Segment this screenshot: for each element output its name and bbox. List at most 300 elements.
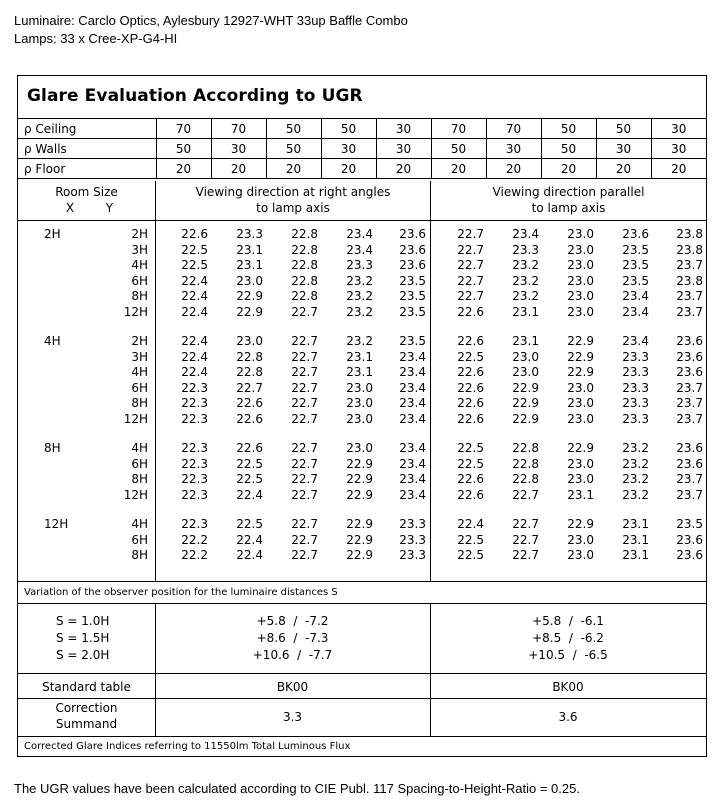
reflectance-value: 50 [541,119,596,139]
ugr-value: 22.4 [236,487,263,502]
ugr-value: 22.3 [181,487,208,502]
ugr-value: 22.9 [346,487,373,502]
divider-header-bottom [18,220,706,221]
reflectance-value: 70 [156,119,211,139]
ugr-value: 23.0 [512,349,539,364]
ugr-value: 23.4 [399,456,426,471]
spacing-right-angles: +10.6 / -7.7 [252,648,333,662]
ugr-value: 23.5 [399,273,426,288]
standard-table-label: Standard table [42,680,131,694]
reflectance-row [18,139,706,159]
ugr-value: 22.9 [236,304,263,319]
ugr-value: 23.3 [512,242,539,257]
ugr-value: 23.4 [399,487,426,502]
ugr-value: 23.6 [399,258,426,272]
room-group [18,227,706,320]
ugr-value: 22.6 [457,380,484,395]
ugr-value: 22.5 [457,548,484,562]
ugr-value: 23.2 [512,289,539,303]
ugr-value: 23.0 [346,441,373,455]
ugr-value: 23.6 [676,365,703,379]
ugr-value: 22.8 [291,273,318,288]
ugr-value: 22.8 [291,227,318,241]
ugr-value: 22.3 [181,411,208,426]
ugr-value: 22.4 [181,334,208,348]
ugr-value: 22.8 [236,365,263,379]
spacing-label: S = 1.5H [56,631,110,645]
ugr-value: 23.8 [676,227,703,241]
ugr-value: 23.3 [399,548,426,562]
table-row [18,334,706,350]
ugr-value: 23.2 [622,472,649,486]
ugr-value: 22.5 [236,456,263,471]
ugr-value: 23.3 [346,258,373,272]
ugr-value: 22.7 [512,548,539,562]
ugr-value: 23.3 [622,411,649,426]
standard-table-parallel: BK00 [552,680,584,694]
ugr-value: 23.0 [346,411,373,426]
table-row [18,533,706,549]
spacing-right-angles: +8.6 / -7.3 [256,631,329,645]
table-row [18,548,706,564]
ugr-value: 22.3 [181,441,208,455]
ugr-value: 23.4 [399,411,426,426]
spacing-right-angles: +5.8 / -7.2 [256,614,329,628]
ugr-value: 22.4 [181,365,208,379]
table-row [18,441,706,457]
ugr-value: 22.6 [457,304,484,319]
ugr-value: 23.7 [676,411,703,426]
ugr-value: 22.9 [236,289,263,303]
ugr-value: 22.5 [181,242,208,257]
ugr-value: 22.9 [346,456,373,471]
room-y-label: 2H [131,334,148,348]
spacing-parallel: +5.8 / -6.1 [532,614,604,628]
ugr-value: 23.0 [512,365,539,379]
ugr-value: 22.6 [236,396,263,410]
ugr-value: 23.7 [676,472,703,486]
table-row [18,258,706,274]
room-y-label: 6H [131,456,148,471]
ugr-value: 23.1 [346,365,373,379]
lamps-line: Lamps: 33 x Cree-XP-G4-HI [14,31,178,46]
spacing-label: S = 2.0H [56,648,110,662]
ugr-value: 22.7 [457,258,484,272]
ugr-value: 22.7 [291,334,318,348]
reflectance-value: 20 [486,159,541,179]
room-y-label: 12H [123,304,148,319]
ugr-value: 23.7 [676,396,703,410]
ugr-value: 22.6 [457,472,484,486]
spacing-parallel: +8.5 / -6.2 [532,631,604,645]
ugr-value: 23.1 [622,532,649,547]
ugr-value: 23.2 [346,334,373,348]
room-y-label: 8H [131,289,148,303]
ugr-value: 23.0 [567,304,594,319]
ugr-value: 23.0 [567,242,594,257]
room-size-x: X [65,201,75,215]
ugr-value: 23.4 [622,304,649,319]
ugr-value: 22.4 [181,273,208,288]
table-row [18,305,706,321]
ugr-value: 22.6 [457,487,484,502]
ugr-value: 23.1 [236,242,263,257]
divider-variation-top [18,581,706,582]
ugr-value: 23.4 [399,472,426,486]
ugr-value: 22.4 [181,304,208,319]
ugr-value: 23.4 [622,289,649,303]
ugr-value: 23.0 [567,548,594,562]
room-x-label: 8H [44,441,61,455]
ugr-value: 22.9 [346,517,373,531]
room-x-label: 2H [44,227,61,241]
ugr-value: 23.4 [622,334,649,348]
view-right-angles-line2: to lamp axis [256,201,330,215]
ugr-value: 23.2 [512,258,539,272]
table-row [18,243,706,259]
ugr-value: 22.7 [457,227,484,241]
ugr-value: 22.8 [512,456,539,471]
room-y-label: 3H [131,349,148,364]
ugr-value: 23.0 [236,273,263,288]
ugr-value: 23.7 [676,304,703,319]
view-right-angles-line1: Viewing direction at right angles [195,185,391,199]
room-y-label: 4H [131,517,148,531]
footer-note: The UGR values have been calculated according to CIE Publ. 117 Spacing-to-Height-Ratio = 0.25. [14,781,580,796]
reflectance-value: 20 [596,159,651,179]
reflectance-value: 30 [321,139,376,159]
ugr-value: 22.5 [457,349,484,364]
ugr-value: 23.2 [346,273,373,288]
ugr-value: 22.8 [512,472,539,486]
ugr-value: 23.0 [567,273,594,288]
ugr-value: 22.5 [181,258,208,272]
ugr-value: 22.7 [291,380,318,395]
room-group [18,517,706,564]
room-y-label: 6H [131,532,148,547]
reflectance-value: 30 [376,139,431,159]
ugr-value: 23.4 [399,365,426,379]
ugr-value: 23.0 [236,334,263,348]
ugr-value: 22.7 [236,380,263,395]
room-y-label: 6H [131,380,148,395]
ugr-value: 22.9 [567,365,594,379]
ugr-value: 23.0 [567,456,594,471]
reflectance-value: 20 [651,159,706,179]
ugr-value: 23.6 [676,548,703,562]
correction-right-angles: 3.3 [282,710,303,724]
ugr-value: 22.9 [567,517,594,531]
ugr-value: 23.6 [622,227,649,241]
reflectance-row [18,159,706,179]
ugr-value: 23.0 [567,532,594,547]
ugr-value: 23.0 [567,227,594,241]
ugr-value: 23.5 [622,258,649,272]
ugr-value: 22.4 [181,349,208,364]
ugr-value: 22.7 [291,487,318,502]
room-y-label: 2H [131,227,148,241]
room-y-label: 4H [131,441,148,455]
table-title: Glare Evaluation According to UGR [27,86,363,106]
ugr-value: 23.8 [676,273,703,288]
reflectance-value: 50 [266,139,321,159]
ugr-value: 22.6 [457,334,484,348]
table-row [18,472,706,488]
table-row [18,289,706,305]
ugr-value: 23.1 [567,487,594,502]
ugr-value: 23.4 [399,349,426,364]
ugr-value: 23.2 [346,289,373,303]
ugr-value: 22.4 [236,532,263,547]
ugr-value: 22.8 [291,289,318,303]
ugr-value: 23.2 [622,441,649,455]
reflectance-value: 50 [266,119,321,139]
ugr-value: 23.2 [346,304,373,319]
ugr-value: 23.0 [567,472,594,486]
ugr-value: 22.7 [291,396,318,410]
ugr-value: 22.8 [291,258,318,272]
ugr-value: 23.0 [567,396,594,410]
room-y-label: 4H [131,258,148,272]
ugr-value: 23.6 [676,532,703,547]
ugr-value: 22.7 [291,532,318,547]
reflectance-value: 20 [376,159,431,179]
reflectance-row [18,119,706,139]
reflectance-label: ρ Floor [18,159,156,179]
ugr-value: 23.2 [512,273,539,288]
room-y-label: 12H [123,487,148,502]
ugr-value: 23.2 [622,487,649,502]
room-group [18,334,706,427]
ugr-value: 22.3 [181,396,208,410]
ugr-value: 23.6 [399,242,426,257]
reflectance-value: 20 [211,159,266,179]
room-y-label: 8H [131,396,148,410]
ugr-value: 22.8 [291,242,318,257]
room-y-label: 6H [131,273,148,288]
ugr-value: 22.7 [291,411,318,426]
correction-label-line2: Summand [55,717,118,731]
ugr-value: 23.0 [346,396,373,410]
ugr-value: 23.5 [399,334,426,348]
reflectance-value: 20 [541,159,596,179]
ugr-value: 23.5 [622,242,649,257]
ugr-value: 23.0 [346,380,373,395]
correction-label-line1: Correction [55,701,118,715]
ugr-value: 22.7 [457,242,484,257]
ugr-value: 22.7 [512,517,539,531]
divider-correction-bottom [18,736,706,737]
ugr-value: 22.7 [291,365,318,379]
ugr-value: 23.1 [622,517,649,531]
ugr-value: 22.3 [181,517,208,531]
ugr-value: 23.5 [399,304,426,319]
ugr-value: 23.1 [512,334,539,348]
ugr-value: 22.9 [512,411,539,426]
reflectance-value: 30 [211,139,266,159]
table-row [18,365,706,381]
ugr-value: 22.6 [236,441,263,455]
ugr-value: 22.8 [236,349,263,364]
room-size-header [18,184,155,216]
ugr-value: 23.0 [567,289,594,303]
ugr-value: 23.3 [622,396,649,410]
ugr-value: 23.1 [236,258,263,272]
reflectance-value: 20 [321,159,376,179]
room-y-label: 8H [131,548,148,562]
reflectance-value: 20 [431,159,486,179]
ugr-value: 23.4 [512,227,539,241]
ugr-value: 23.5 [676,517,703,531]
variation-note: Variation of the observer position for the luminaire distances S [24,587,338,598]
reflectance-label: ρ Ceiling [18,119,156,139]
reflectance-value: 30 [486,139,541,159]
ugr-value: 22.9 [512,396,539,410]
ugr-value: 22.9 [346,532,373,547]
room-size-y: Y [105,201,114,215]
luminaire-line: Luminaire: Carclo Optics, Aylesbury 12927-WHT 33up Baffle Combo [14,13,408,28]
correction-parallel: 3.6 [558,710,578,724]
ugr-value: 23.6 [676,334,703,348]
standard-table-right-angles: BK00 [276,680,309,694]
divider-variation-bottom [18,603,706,604]
ugr-value: 22.6 [236,411,263,426]
ugr-value: 22.2 [181,548,208,562]
ugr-value: 23.5 [399,289,426,303]
ugr-value: 22.8 [512,441,539,455]
ugr-value: 22.7 [457,289,484,303]
ugr-value: 22.9 [346,472,373,486]
ugr-value: 23.7 [676,487,703,502]
ugr-values-grid [18,227,706,578]
reflectance-value: 20 [156,159,211,179]
reflectance-value: 20 [266,159,321,179]
table-row [18,381,706,397]
reflectance-value: 50 [541,139,596,159]
ugr-value: 22.9 [567,349,594,364]
ugr-value: 22.3 [181,472,208,486]
table-row [18,227,706,243]
ugr-value: 22.2 [181,532,208,547]
ugr-value: 23.2 [622,456,649,471]
reflectance-value: 50 [321,119,376,139]
reflectance-value: 50 [431,139,486,159]
view-parallel-line1: Viewing direction parallel [492,185,645,199]
table-row [18,350,706,366]
ugr-value: 23.3 [399,517,426,531]
table-row [18,412,706,428]
view-right-angles-header [156,184,430,216]
view-parallel-header [431,184,706,216]
ugr-value: 22.7 [291,304,318,319]
ugr-value: 22.9 [567,334,594,348]
ugr-value: 23.3 [622,365,649,379]
ugr-value: 23.4 [399,380,426,395]
ugr-value: 22.6 [457,411,484,426]
room-y-label: 8H [131,472,148,486]
ugr-value: 22.4 [236,548,263,562]
ugr-value: 22.7 [512,532,539,547]
ugr-value: 22.9 [567,441,594,455]
ugr-value: 23.3 [622,380,649,395]
ugr-value: 23.0 [567,258,594,272]
ugr-value: 23.6 [676,349,703,364]
reflectance-value: 50 [156,139,211,159]
ugr-value: 23.0 [567,411,594,426]
room-y-label: 3H [131,242,148,257]
table-row [18,488,706,504]
reflectance-value: 50 [596,119,651,139]
reflectance-value: 30 [596,139,651,159]
reflectance-value: 70 [486,119,541,139]
ugr-value: 23.3 [622,349,649,364]
ugr-value: 22.5 [457,441,484,455]
spacing-parallel: +10.5 / -6.5 [528,648,608,662]
ugr-value: 23.1 [622,548,649,562]
reflectance-value: 30 [651,139,706,159]
room-y-label: 4H [131,365,148,379]
ugr-value: 23.6 [676,441,703,455]
ugr-value: 23.7 [676,258,703,272]
ugr-value: 23.6 [399,227,426,241]
ugr-value: 22.4 [181,289,208,303]
table-row [18,457,706,473]
divider-standard-bottom [18,698,706,699]
ugr-value: 23.3 [399,532,426,547]
ugr-value: 22.6 [181,227,208,241]
reflectance-value: 30 [651,119,706,139]
room-size-label: Room Size [55,185,118,199]
ugr-value: 23.8 [676,242,703,257]
ugr-value: 22.7 [291,517,318,531]
ugr-value: 22.9 [346,548,373,562]
ugr-value: 22.6 [457,365,484,379]
ugr-value: 23.4 [399,396,426,410]
ugr-value: 23.5 [622,273,649,288]
divider-spacing-bottom [18,673,706,674]
ugr-value: 23.0 [567,380,594,395]
ugr-value: 22.7 [457,273,484,288]
ugr-value: 23.4 [399,441,426,455]
ugr-value: 23.7 [676,380,703,395]
ugr-value: 22.5 [236,517,263,531]
table-row [18,396,706,412]
ugr-value: 22.3 [181,456,208,471]
ugr-value: 22.7 [291,349,318,364]
ugr-value: 22.3 [181,380,208,395]
table-row [18,517,706,533]
ugr-value: 23.4 [346,242,373,257]
ugr-value: 22.7 [291,456,318,471]
ugr-value: 23.7 [676,289,703,303]
reflectance-label: ρ Walls [18,139,156,159]
ugr-value: 22.7 [291,472,318,486]
ugr-value: 22.9 [512,380,539,395]
ugr-value: 22.7 [291,441,318,455]
ugr-table-frame [17,75,707,757]
ugr-value: 22.6 [457,396,484,410]
ugr-value: 22.7 [512,487,539,502]
ugr-value: 23.6 [676,456,703,471]
room-x-label: 4H [44,334,61,348]
table-row [18,274,706,290]
ugr-value: 22.5 [457,456,484,471]
room-x-label: 12H [44,517,69,531]
ugr-value: 22.4 [457,517,484,531]
room-y-label: 12H [123,411,148,426]
reflectance-value: 70 [211,119,266,139]
ugr-value: 23.1 [512,304,539,319]
